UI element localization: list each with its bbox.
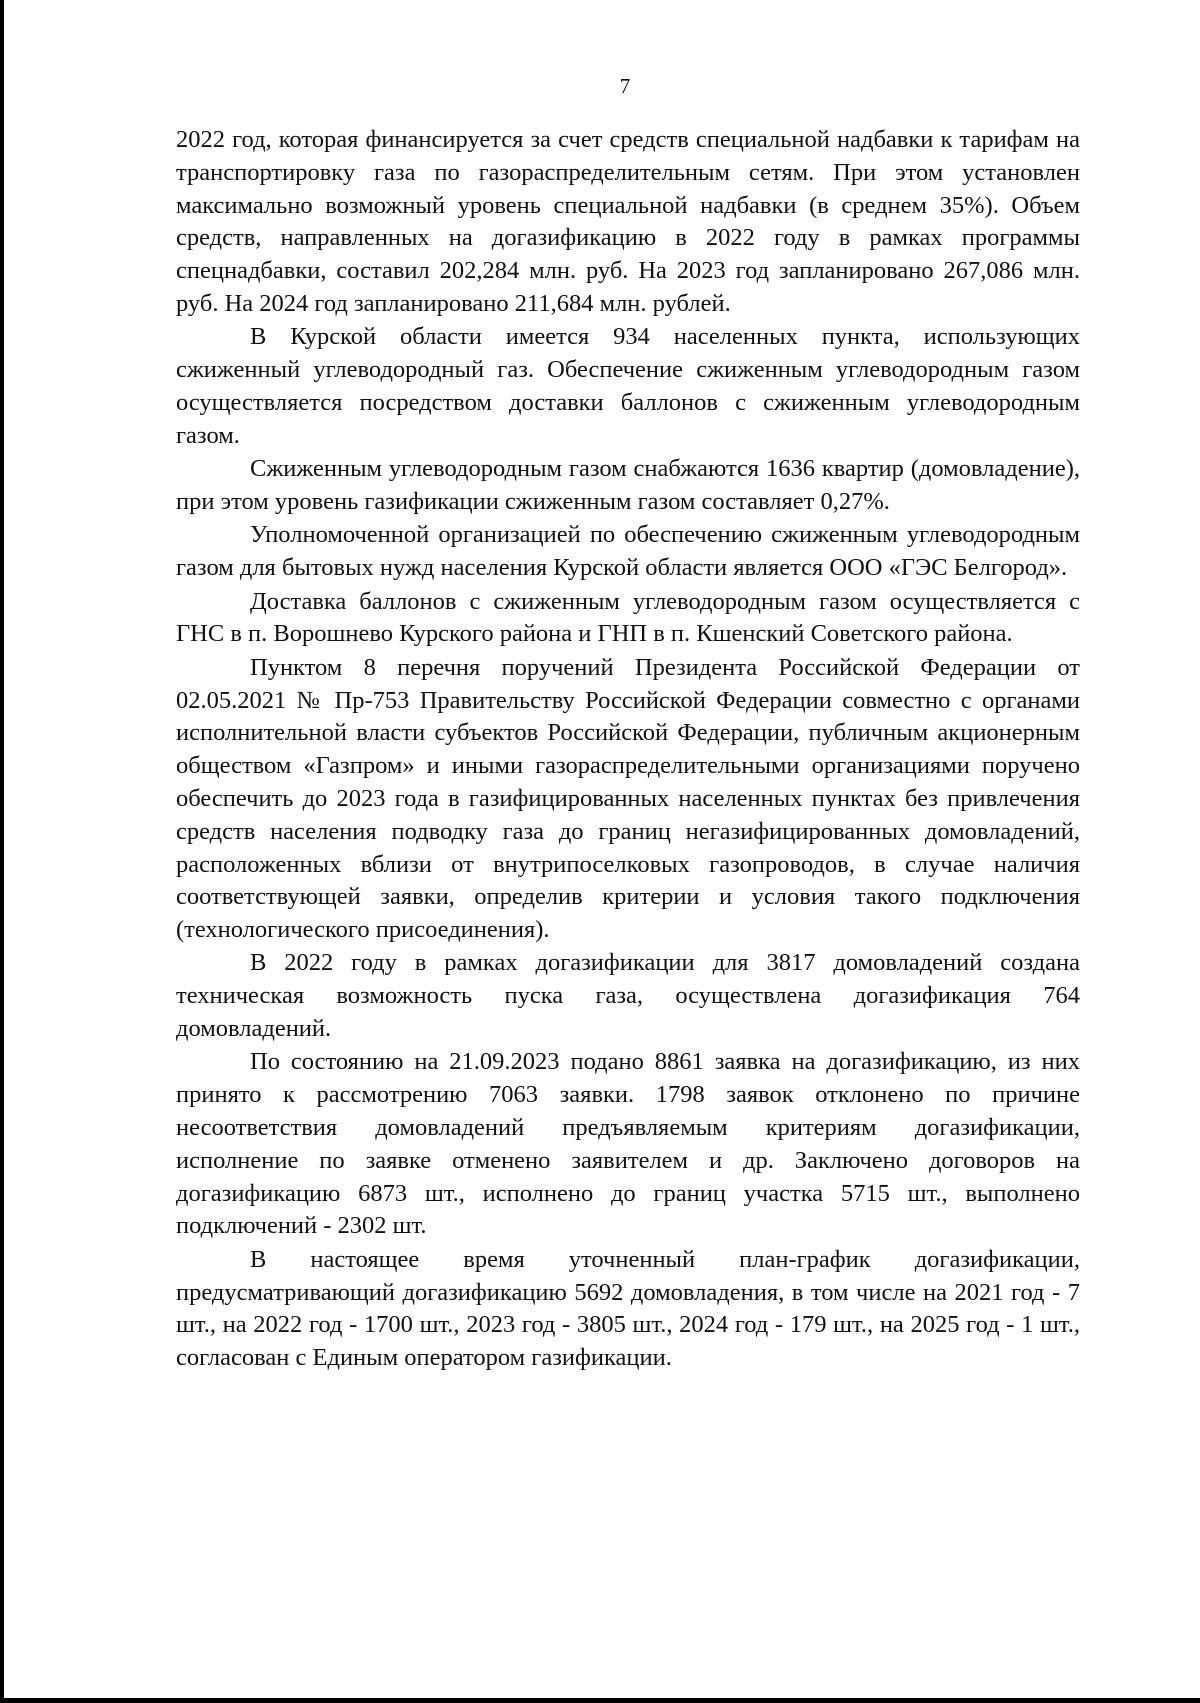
paragraph-schedule: В настоящее время уточненный план-график догазификации, предусматривающий догазификацию 5692 домовладения, в том числе на 2021 год - 7 шт., на 2022 год - 1700 шт., 2023 год - 3805 шт., 2024 год - 179 шт., на 2025 год - 1 шт., согласован с Единым оператором газификации. bbox=[176, 1245, 1080, 1372]
paragraph-lpg-apartments: Сжиженным углеводородным газом снабжаются 1636 квартир (домовладение), при этом уровень газификации сжиженным газом составляет 0,27%. bbox=[176, 455, 1080, 515]
document-body bbox=[176, 124, 1080, 1376]
paragraph-funding: 2022 год, которая финансируется за счет средств специальной надбавки к тарифам на транспортировку газа по газораспределительным сетям. При этом установлен максимально возможный уровень специальной надбавки (в среднем 35%). Объем средств, направленных на догазификацию в 2022 году в рамках программы спецнадбавки, составил 202,284 млн. руб. На 2023 год запланировано 267,086 млн. руб. На 2024 год запланировано 211,684 млн. рублей. bbox=[176, 126, 1080, 317]
paragraph-2022-results: В 2022 году в рамках догазификации для 3817 домовладений создана техническая возможность пуска газа, осуществлена догазификация 764 домовладений. bbox=[176, 949, 1080, 1043]
paragraph-applications-status: По состоянию на 21.09.2023 подано 8861 заявка на догазификацию, из них принято к рассмотрению 7063 заявки. 1798 заявок отклонено по причине несоответствия домовладений предъявляемым критериям догазификации, исполнение по заявке отменено заявителем и др. Заключено договоров на догазификацию 6873 шт., исполнено до границ участка 5715 шт., выполнено подключений - 2302 шт. bbox=[176, 1048, 1080, 1240]
paragraph-authorized-organization: Уполномоченной организацией по обеспечению сжиженным углеводородным газом для бытовых нужд населения Курской области является ООО «ГЭС Белгород». bbox=[176, 521, 1080, 582]
scan-border-left bbox=[0, 0, 4, 1703]
paragraph-presidential-order: Пунктом 8 перечня поручений Президента Российской Федерации от 02.05.2021 № Пр-753 Правительству Российской Федерации совместно с органами исполнительной власти субъектов Российской Федерации, публичным акционерным обществом «Газпром» и иными газораспределительными организациями поручено обеспечить до 2023 года в газифицированных населенных пунктах без привлечения средств населения подводку газа до границ негазифицированных домовладений, расположенных вблизи от внутрипоселковых газопроводов, в случае наличия соответствующей заявки, определив критерии и условия такого подключения (технологического присоединения). bbox=[176, 653, 1080, 944]
paragraph-lpg-settlements: В Курской области имеется 934 населенных пункта, использующих сжиженный углеводородный газ. Обеспечение сжиженным углеводородным газом осуществляется посредством доставки баллонов с сжиженным углеводородным газом. bbox=[176, 323, 1080, 449]
page-number: 7 bbox=[619, 74, 631, 98]
scan-border-bottom bbox=[0, 1698, 1200, 1703]
paragraph-cylinder-delivery: Доставка баллонов с сжиженным углеводородным газом осуществляется с ГНС в п. Ворошнево Курского района и ГНП в п. Кшенский Советского района. bbox=[176, 587, 1080, 648]
